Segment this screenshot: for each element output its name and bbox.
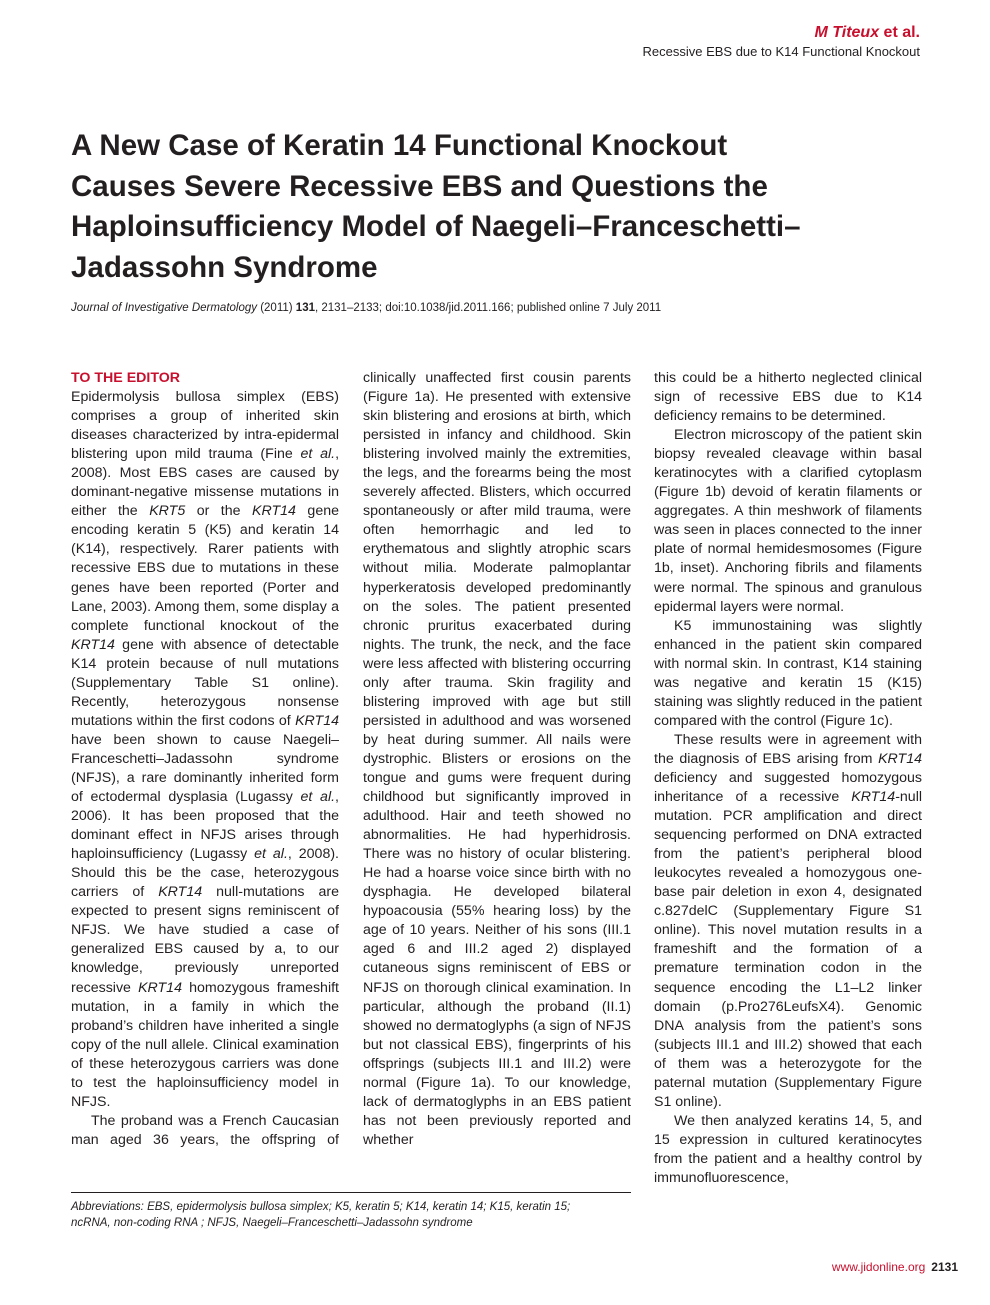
paragraph: These results were in agreement with the diagnosis of EBS arising from KRT14 deficiency and suggested homozygous inheritance of a recessive KRT14-null mutation. PCR amplification and direct sequencing performed on DNA extracted from the patient’s peripheral blood leukocytes revealed a homozygous one-base pair deletion in exon 4, designated c.827delC (Supplementary Figure S1 online). This novel mutation results in a frameshift and the formation of a premature termination codon in the sequence encoding the L1–L2 linker domain (p.Pro276LeufsX4). Genomic DNA analysis from the patient’s sons (subjects III.1 and III.2) showed that each of them was a heterozygote for the paternal mutation (Supplementary Figure S1 online). (654, 731, 922, 1110)
abbreviations-footnote (71, 1200, 631, 1231)
paragraph: K5 immunostaining was slightly enhanced in the patient skin compared with normal skin. In contrast, K14 staining was negative and keratin 15 (K15) staining was slightly reduced in the patient compared with the control (Figure 1c). (654, 617, 922, 729)
text-column-2 (363, 369, 631, 1150)
footnote-line: Abbreviations: EBS, epidermolysis bullosa simplex; K5, keratin 5; K14, keratin 14; K15, keratin 15; (71, 1201, 571, 1213)
running-header-title: Recessive EBS due to K14 Functional Knockout (642, 44, 920, 59)
paragraph: clinically unaffected first cousin parents (Figure 1a). He presented with extensive skin blistering and erosions at birth, which persisted in infancy and childhood. Skin blistering involved mainly the extremities, the legs, and the forearms being the most severely affected. Blisters, which occurred spontaneously or after mild trauma, were often hemorrhagic and led to erythematous and slightly atrophic scars without milia. Moderate palmoplantar hyperkeratosis developed predominantly on the soles. The patient presented chronic pruritus exacerbated during nights. The trunk, the neck, and the face were less affected with blistering occurring only after trauma. Skin fragility and blistering improved with age but still persisted in adulthood and was worsened by heat during summer. All nails were dystrophic. Blisters or erosions on the tongue and gums were frequent during childhood but significantly improved in adulthood. Hair and teeth showed no abnormalities. He had hyperhidrosis. There was no history of ocular blistering. He had a hoarse voice since birth with no dysphagia. He developed bilateral hypoacousia (55% hearing loss) by the age of 10 years. Neither of his sons (III.1 aged 6 and III.2 aged 2) displayed cutaneous signs reminiscent of EBS or NFJS on thorough clinical examination. In particular, although the proband (II.1) showed no dermatoglyphs (a sign of NFJS but not classical EBS), fingerprints of his offsprings (subjects III.1 and III.2) were normal (Figure 1a). To our knowledge, lack of dermatoglyphs in an EBS patient has not been previously reported and whether (363, 370, 631, 1148)
running-header-author: M Titeux et al. (814, 24, 920, 41)
section-heading: TO THE EDITOR (71, 370, 181, 386)
journal-url[interactable]: www.jidonline.org (831, 1260, 926, 1274)
title-line: Causes Severe Recessive EBS and Questions the (71, 169, 768, 203)
text-column-1 (71, 369, 339, 1150)
footnote-line: ncRNA, non-coding RNA ; NFJS, Naegeli–Franceschetti–Jadassohn syndrome (71, 1216, 473, 1229)
volume-number: 131 (295, 302, 315, 314)
paragraph: We then analyzed keratins 14, 5, and 15 expression in cultured keratinocytes from the patient and a healthy control by immunofluorescence, (654, 1112, 922, 1186)
citation-line: Journal of Investigative Dermatology (2011) 131, 2131–2133; doi:10.1038/jid.2011.166; published online 7 July 2011 (71, 302, 662, 314)
title-line: A New Case of Keratin 14 Functional Knockout (71, 129, 728, 162)
title-line: Haploinsufficiency Model of Naegeli–Franceschetti– (71, 210, 801, 243)
article-title (71, 126, 871, 288)
page-number: 2131 (931, 1260, 958, 1274)
title-line: Jadassohn Syndrome (71, 250, 378, 284)
paragraph: Epidermolysis bullosa simplex (EBS) comprises a group of inherited skin diseases characterized by intra-epidermal blistering upon mild trauma (Fine et al., 2008). Most EBS cases are caused by dominant-negative missense mutations in either the KRT5 or the KRT14 gene encoding keratin 5 (K5) and keratin 14 (K14), respectively. Rarer patients with recessive EBS due to mutations in these genes have been reported (Porter and Lane, 2003). Among them, some display a complete functional knockout of the KRT14 gene with absence of detectable K14 protein because of null mutations (Supplementary Table S1 online). Recently, heterozygous nonsense mutations within the first codons of KRT14 have been shown to cause Naegeli–Franceschetti–Jadassohn syndrome (NFJS), a rare dominantly inherited form of ectodermal dysplasia (Lugassy et al., 2006). It has been proposed that the dominant effect in NFJS arises through haploinsufficiency (Lugassy et al., 2008). Should this be the case, heterozygous carriers of KRT14 null-mutations are expected to present signs reminiscent of NFJS. We have studied a case of generalized EBS caused by a, to our knowledge, previously unreported recessive KRT14 homozygous frameshift mutation, in a family in which the proband’s children have inherited a single copy of the null allele. Clinical examination of these heterozygous carriers was done to test the haploinsufficiency model in NFJS. (71, 389, 340, 1110)
page-footer (832, 1260, 958, 1274)
paragraph: this could be a hitherto neglected clinical sign of recessive EBS due to K14 deficiency remains to be determined. (654, 370, 922, 425)
text-column-3 (654, 369, 922, 1188)
journal-name: Journal of Investigative Dermatology (71, 302, 258, 314)
paragraph: Electron microscopy of the patient skin biopsy revealed cleavage within basal keratinocytes with a clarified cytoplasm (Figure 1b) devoid of keratin filaments or aggregates. A thin meshwork of filaments was seen in places connected to the inner plate of normal hemidesmosomes (Figure 1b, inset). Anchoring fibrils and filaments were normal. The spinous and granulous epidermal layers were normal. (654, 427, 922, 615)
paragraph: The proband was a French Caucasian man aged 36 years, the offspring of (71, 1112, 339, 1148)
footnote-divider (71, 1192, 631, 1193)
